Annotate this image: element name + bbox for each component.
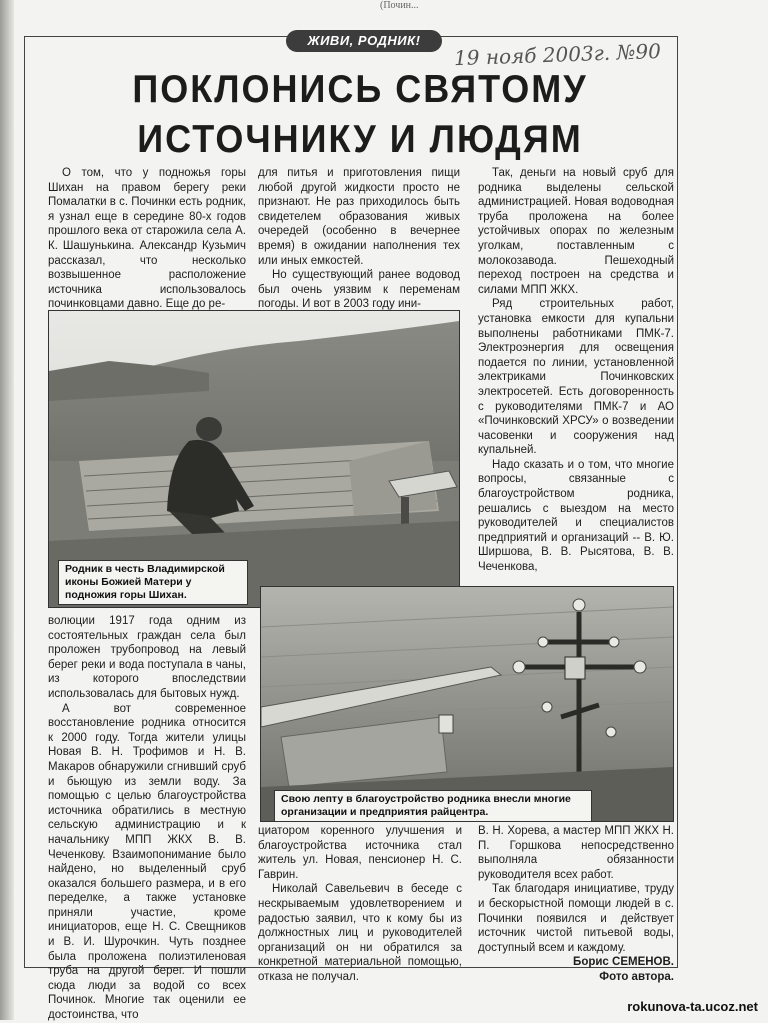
- photo-spring-with-cross: [260, 586, 674, 822]
- article-column-3: [478, 166, 674, 575]
- paragraph: циатором коренного улучшения и благоустройства источника стал житель ул. Новая, пенсионер Н. С. Гаврин.: [258, 825, 462, 881]
- photo-caption-2: Свою лепту в благоустройство родника внесли многие организации и предприятия райцентра.: [274, 790, 592, 822]
- handwritten-date-note: 19 нояб 2003г. №90: [453, 38, 662, 71]
- paragraph: Но существующий ранее водовод был очень уязвим к переменам погоды. И вот в 2003 году ини-: [258, 269, 460, 311]
- article-column-2-top: [258, 166, 460, 312]
- photo-cross-image: [261, 587, 673, 821]
- article-column-1-bottom: [48, 614, 246, 1023]
- photo-caption-1: Родник в честь Владимирской иконы Божией Матери у подножия горы Шихан.: [58, 560, 248, 605]
- paragraph: Так благодаря инициативе, труду и бескорыстной помощи людей в с. Починки появился и действует источник чистой питьевой воды, доступный всем и каждому.: [478, 883, 674, 954]
- article-column-2-bottom: [258, 824, 462, 985]
- headline-line-2: ИСТОЧНИКУ И ЛЮДЯМ: [137, 116, 583, 161]
- paragraph: Надо сказать и о том, что многие вопросы, связанные с благоустройством родника, решались с выездом на место руководителей и специалистов предприятий и организаций -- В. Ю. Ширшова, В. В. Рысятова, В. В. Чеченкова,: [478, 458, 674, 574]
- paragraph: Ряд строительных работ, установка емкости для купальни выполнены работниками ПМК-7. Электроэнергия для освещения подается по линии, установленной электриками Починковских электросетей. Есть договоренность с руководителями ПМК-7 и АО «Починковский ХРСУ» о возведении часовенки и сооружения над купальней.: [478, 298, 674, 457]
- paragraph: А вот современное восстановление родника относится к 2000 году. Тогда жители улицы Новая В. Н. Трофимов и Н. В. Макаров обнаружили сгнивший сруб и бьющую из земли воду. За помощью с целью благоустройства источника обратились в местную сельскую администрацию и к начальнику МПП ЖКХ В. В. Чеченкову. Взаимопонимание было найдено, но выделенный сруб оказался большего размера, и в его переделке, а также установке приняли участие, кроме инициаторов, еще Н. С. Свещников и В. И. Шурочкин. Чуть позднее была проложена полиэтиленовая труба на другой берег. И пошли сюда люди за водой со всех Починок. Многие так оценили ее достоинства, что: [48, 702, 246, 1022]
- scan-edge-shadow: [0, 0, 14, 1020]
- paragraph: О том, что у подножья горы Шихан на правом берегу реки Помалатки в с. Починки есть родник, я узнал еще в середине 80-х годов прошлого века от старожила села А. К. Шашунькина. Александр Кузьмич рассказал, что несколько возвышенное расположение источника использовалось починковцами давно. Еще до ре-: [48, 167, 246, 311]
- photo-credit: Фото автора.: [599, 970, 674, 983]
- site-watermark: rokunova-ta.ucoz.net: [627, 999, 758, 1014]
- section-rubric: ЖИВИ, РОДНИК!: [286, 30, 442, 52]
- headline-line-1: ПОКЛОНИСЬ СВЯТОМУ: [132, 66, 588, 111]
- top-cut-text: (Почин...: [380, 0, 419, 11]
- author-signature: Борис СЕМЕНОВ.: [573, 956, 674, 969]
- paragraph: для питья и приготовления пищи любой другой жидкости просто не признают. Не раз приходилось быть свидетелем образования живых очередей (особенно в вечернее время) в ожидании наполнения тех или иных емкостей.: [258, 167, 460, 267]
- article-column-1-top: [48, 166, 246, 312]
- article-column-3-bottom: [478, 824, 674, 985]
- paragraph: Так, деньги на новый сруб для родника выделены сельской администрацией. Новая водоводная труба проложена на более устойчивых опорах по железным уголкам, поставленным с молокозавода. Пешеходный переход построен на средства и силами МПП ЖКХ.: [478, 167, 674, 296]
- paragraph: В. Н. Хорева, а мастер МПП ЖКХ Н. П. Горшкова непосредственно выполняла обязанности руководителя всех работ.: [478, 825, 674, 881]
- paragraph: волюции 1917 года одним из состоятельных граждан села был проложен трубопровод на левый берег реки и вода поступала в чаны, из которого впоследствии использовалась для бытовых нужд.: [48, 615, 246, 700]
- paragraph: Николай Савельевич в беседе с нескрываемым удовлетворением и радостью заявил, что к кому бы из должностных лиц и руководителей организаций он ни обратился за конкретной материальной помощью, отказа не получал.: [258, 883, 462, 983]
